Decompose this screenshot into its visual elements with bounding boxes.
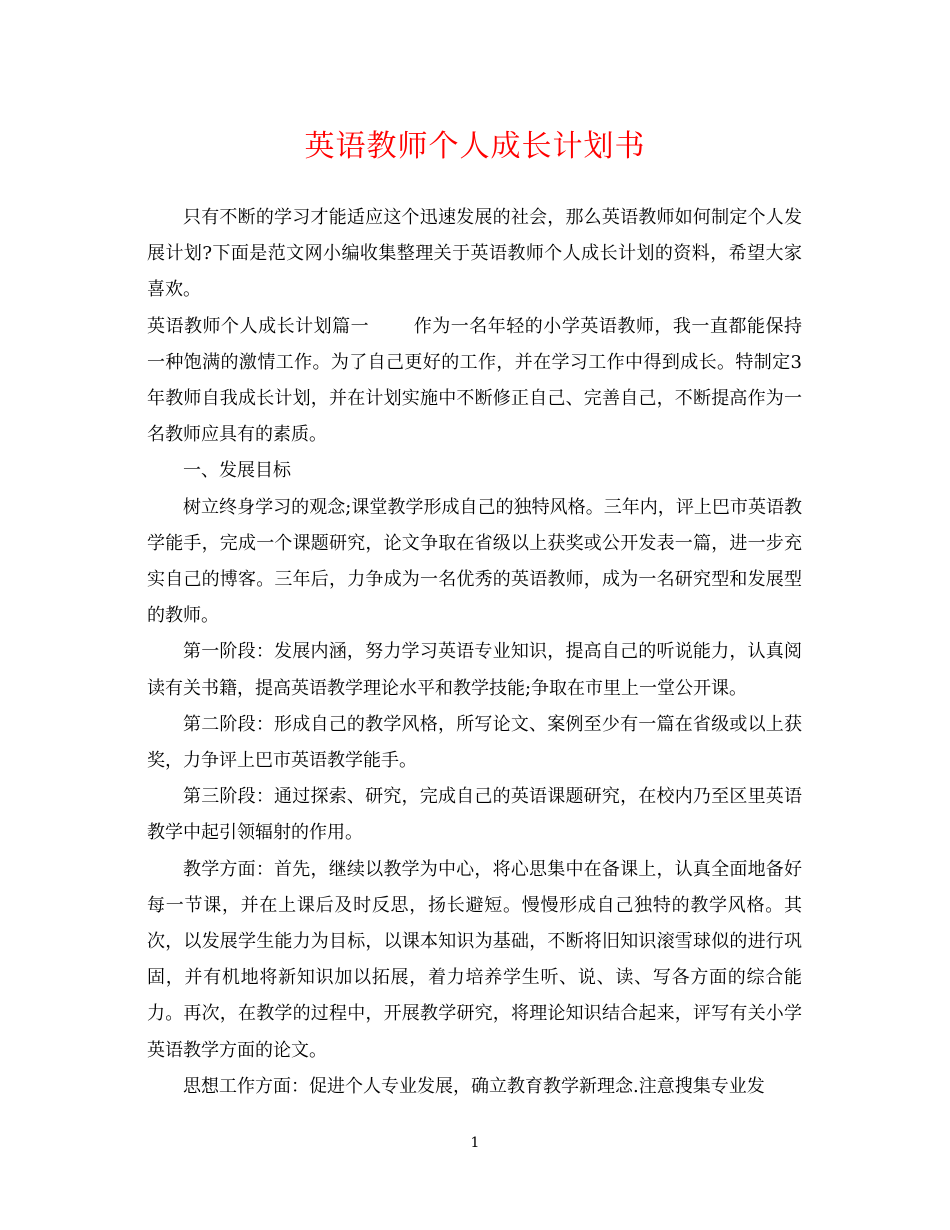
goal-paragraph: 树立终身学习的观念;课堂教学形成自己的独特风格。三年内，评上巴市英语教学能手，完成一个课题研究，论文争取在省级以上获奖或公开发表一篇，进一步充实自己的博客。三年后，力争成为一名优秀的英语教师，成为一名研究型和发展型的教师。 bbox=[147, 496, 802, 627]
document-body bbox=[147, 200, 802, 1105]
ideology-paragraph: 思想工作方面：促进个人专业发展，确立教育教学新理念.注意搜集专业发 bbox=[183, 1075, 765, 1097]
section-heading: 英语教师个人成长计划篇一 bbox=[147, 315, 370, 337]
goal-heading: 一、发展目标 bbox=[183, 460, 291, 482]
section-paragraph bbox=[147, 309, 802, 454]
stage-one-paragraph: 第一阶段：发展内涵，努力学习英语专业知识，提高自己的听说能力，认真阅读有关书籍，提高英语教学理论水平和教学技能;争取在市里上一堂公开课。 bbox=[147, 641, 802, 699]
stage-two-paragraph: 第二阶段：形成自己的教学风格，所写论文、案例至少有一篇在省级或以上获奖，力争评上巴市英语教学能手。 bbox=[147, 713, 802, 772]
page-number: 1 bbox=[470, 1135, 480, 1151]
document-title: 英语教师个人成长计划书 bbox=[304, 129, 646, 164]
intro-paragraph: 只有不断的学习才能适应这个迅速发展的社会，那么英语教师如何制定个人发展计划?下面是范文网小编收集整理关于英语教师个人成长计划的资料，希望大家喜欢。 bbox=[147, 207, 802, 301]
stage-three-paragraph: 第三阶段：通过探索、研究，完成自己的英语课题研究，在校内乃至区里英语教学中起引领辐射的作用。 bbox=[147, 786, 802, 844]
section-text: 作为一名年轻的小学英语教师，我一直都能保持一种饱满的激情工作。为了自己更好的工作，并在学习工作中得到成长。特制定3年教师自我成长计划，并在计划实施中不断修正自己、完善自己，不断提高作为一名教师应具有的素质。 bbox=[147, 315, 803, 446]
teaching-paragraph: 教学方面：首先，继续以教学为中心，将心思集中在备课上，认真全面地备好每一节课，并在上课后及时反思，扬长避短。慢慢形成自己独特的教学风格。其次，以发展学生能力为目标，以课本知识为基础，不断将旧知识滚雪球似的进行巩固，并有机地将新知识加以拓展，着力培养学生听、说、读、写各方面的综合能力。再次，在教学的过程中，开展教学研究，将理论知识结合起来，评写有关小学英语教学方面的论文。 bbox=[147, 858, 802, 1061]
